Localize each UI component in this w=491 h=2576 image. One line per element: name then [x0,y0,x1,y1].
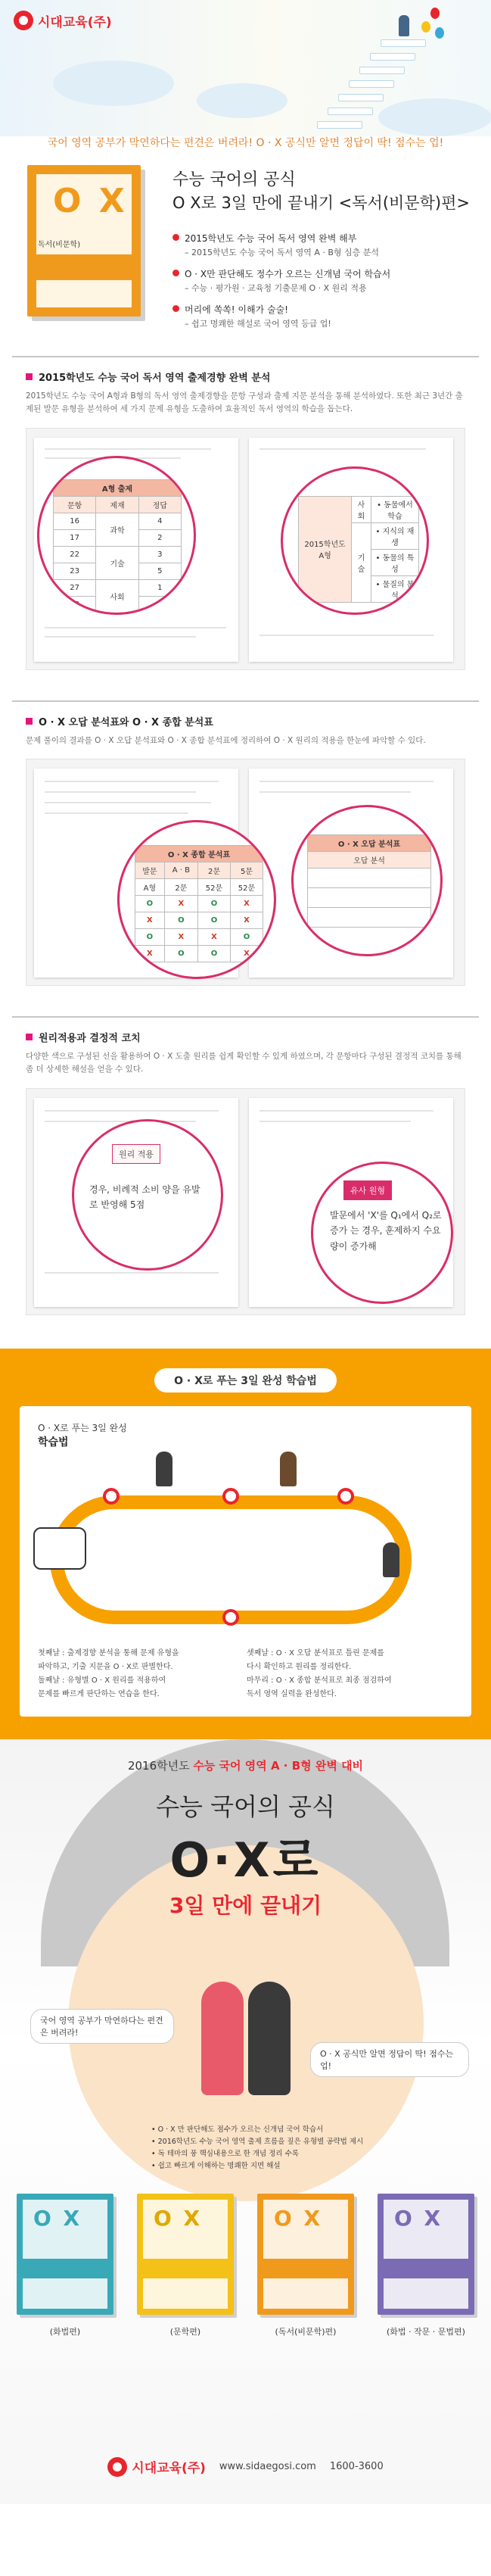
cloud-decoration [197,83,287,118]
promo-features: • O · X 만 판단해도 점수가 오르는 신개념 국어 학습서 • 2016학년도 수능 국어 영역 출제 흐름을 짚은 유형별 공략법 제시 • 독 테마의 풍 핵심내용으로 한 개념 정리 수록 • 쉽고 빠르게 이해하는 명쾌한 지면 해설 [151,2124,363,2173]
feature-tables [12,700,479,1000]
promo-title-3: 3일 만에 끝내기 [169,1892,322,1918]
intro-bullet: O · X만 판단해도 정수가 오르는 신개념 국어 학습서 – 수능 · 평가원 · 교육청 기출문제 O · X 원리 적용 [172,267,475,294]
intro-title-sub: O X로 3일 만에 끝내기 <독서(비문학)편> [172,194,470,212]
book-cover: O X [257,2194,354,2315]
book-cover-main [27,165,141,317]
brand-logo[interactable] [14,11,112,30]
feature-desc: 2015학년도 수능 국어 A형과 B형의 독서 영역 출제경향을 문항 구성과 출제 지문 분석을 통해 분석하였다. 또한 최근 3년간 출제된 발문 유형을 분석하여 세 가지 문제 유형을 도출하여 효율적인 독서 영역의 학습을 돕는다. [26,391,463,413]
magnifier-wrong-table: O · X 오답 분석표 오답 분석 [291,805,443,956]
footer-logo[interactable]: 시대교육(주) [107,2457,206,2477]
coach-text: 발문에서 'X'를 Q₁에서 Q₂로 증가 는 경우, 훈제하지 수요량이 증가해 [330,1209,442,1252]
principle-text: 경우, 비례적 소비 양을 유발로 반영해 5점 [89,1184,200,1211]
book-item[interactable] [378,2194,474,2337]
person-illustration [156,1452,172,1486]
book-subtitle: 독서(비문학) [38,241,81,249]
square-bullet-icon [26,1034,33,1040]
speech-bubble-left: 국어 영역 공부가 막연하다는 편견은 버려라! [30,2009,174,2044]
book-label: (문학편) [169,2326,201,2337]
book-label: (화법편) [49,2326,81,2337]
promo-title-2: O·X로 [169,1832,322,1888]
board-title: O · X로 푸는 3일 완성 학습법 [38,1422,127,1449]
header-banner [0,0,491,136]
feature-screenshot [26,1088,465,1315]
tagline: 국어 영역 공부가 막연하다는 편견은 버려라! O · X 공식만 알면 정답이 딱! 점수는 업! [47,137,444,149]
feature-analysis [12,356,479,684]
feature-title: 원리적용과 결정적 코치 [26,1030,465,1044]
step-node-icon [337,1488,354,1505]
intro-bullets [172,232,475,338]
balloon-icon [435,27,444,39]
promo-title-1: 수능 국어의 공식 [156,1792,335,1821]
cloud-decoration [53,61,174,106]
phone-icon [33,1527,86,1570]
person-illustration [383,1542,399,1577]
student-figure [399,15,409,36]
book-cover: O X [378,2194,474,2315]
feature-title: 2015학년도 수능 국어 독서 영역 출제경향 완벽 분석 [26,370,465,384]
footer-phone: 1600-3600 [329,2461,384,2473]
feature-screenshot [26,759,465,986]
book-item[interactable] [137,2194,234,2337]
book-series [17,2194,474,2337]
footer [0,2457,491,2477]
book-label: (화법 · 작문 · 문법편) [387,2326,465,2337]
step-node-icon [103,1488,120,1505]
balloon-icon [421,21,430,33]
brand-logo-icon [107,2457,127,2477]
magnifier-topic: 2015학년도 A형 사회 • 동물에서 학습 기술 • 지식의 재생 • 동물의 특성 • 물질의 분석 [281,466,429,615]
feature-title: O · X 오답 분석표와 O · X 종합 분석표 [26,714,465,728]
plan-col-right: 셋째날 : O · X 오답 분석표로 틀린 문제를 다시 확인하고 원리를 정리한다. 마무리 : O · X 종합 분석표로 최종 점검하여 독서 영역 실력을 완성한다. [247,1648,392,1698]
feature-desc: 다양한 색으로 구성된 선을 활용하여 O · X 도출 원리를 쉽게 확인할 수 있게 하였으며, 각 문항마다 구성된 결정적 코치를 통해 좀 더 상세한 해설을 얻을 수 있다. [26,1052,461,1074]
feature-coach [12,1016,479,1329]
intro-section [0,159,491,356]
stairs-illustration [317,8,446,136]
balloon-icon [430,8,440,19]
intro-bullet: 2015학년도 수능 국어 독서 영역 완벽 해부 – 2015학년도 수능 국어 독서 영역 A · B형 심층 분석 [172,232,475,258]
magnifier-table: A형 출제 문항 제재 정답 16 과학 4 17 2 22 기술 3 23 5 27 사회 1 28 2 [37,456,196,615]
book-item[interactable] [17,2194,113,2337]
intro-title: 수능 국어의 공식 [172,170,296,189]
plan-col-left: 첫째날 : 출제경향 분석을 통해 문제 유형을 파악하고, 기출 지문을 O · X로 판별한다. 둘째날 : 유형별 O · X 원리를 적용하여 문제를 빠르게 판단하는 연습을 한다. [38,1648,179,1698]
principle-badge: 원리 적용 [112,1144,160,1164]
magnifier-principle [72,1119,223,1271]
square-bullet-icon [26,373,33,380]
promo-section [0,1739,491,2504]
footer-website[interactable]: www.sidaegosi.com [219,2461,316,2473]
promo-subtitle: 2016학년도 수능 국어 영역 A · B형 완벽 대비 [127,1758,364,1773]
feature-desc: 문제 풀이의 결과를 O · X 오답 분석표와 O · X 종합 분석표에 정리하여 O · X 원리의 적용을 한눈에 파악할 수 있다. [26,735,426,745]
book-cover: O X [137,2194,234,2315]
intro-bullet: 머리에 쏙쏙! 이해가 술술! – 쉽고 명쾌한 해설로 국어 영역 등급 업! [172,303,475,329]
magnifier-coach [311,1162,453,1304]
study-plan-board [20,1406,471,1717]
brand-name: 시대교육(주) [38,14,112,30]
book-label: (독서(비문학)편) [275,2326,337,2337]
step-node-icon [222,1609,239,1626]
book-cover: O X [17,2194,113,2315]
feature-screenshot [26,428,465,670]
study-loop-track [50,1495,412,1624]
study-plan-title: O · X로 푸는 3일 완성 학습법 [154,1368,337,1392]
step-node-icon [222,1488,239,1505]
students-illustration [198,1966,297,2095]
study-plan-section [0,1349,491,1739]
book-item[interactable] [257,2194,354,2337]
coach-badge: 유사 원형 [343,1180,392,1200]
person-illustration [280,1452,297,1486]
square-bullet-icon [26,718,33,725]
book-ox-logo: O X [53,182,128,220]
speech-bubble-right: O · X 공식만 알면 정답이 딱! 점수는 업! [310,2042,469,2077]
brand-logo-icon [14,11,33,30]
magnifier-summary-table: O · X 종합 분석표 발문 A · B 2문 5문 A형 2문 52문 52문 O X O X X O O X O X X O X O O X [117,820,276,979]
